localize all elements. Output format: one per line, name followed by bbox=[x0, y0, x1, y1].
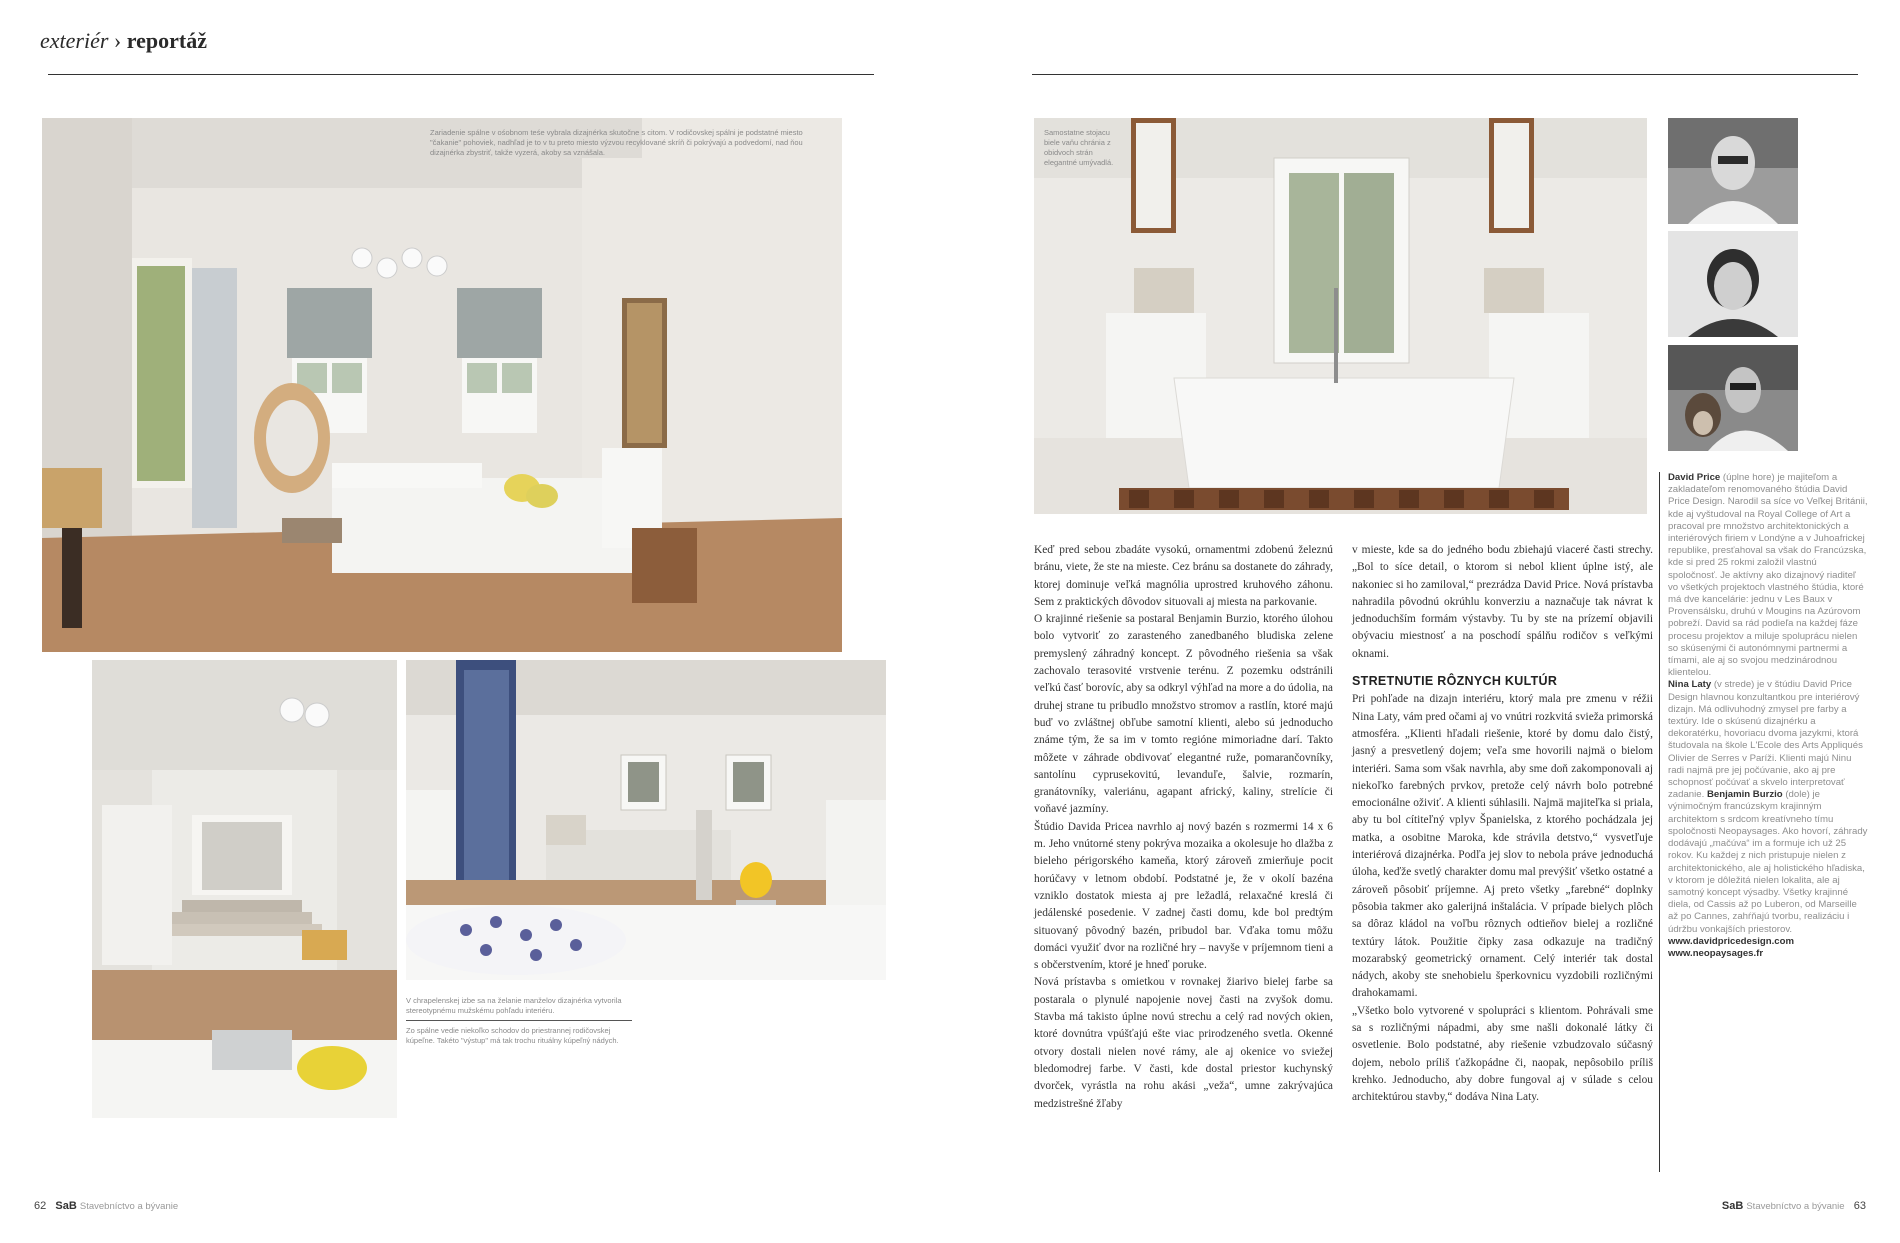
link-davidpricedesign[interactable]: www.davidpricedesign.com bbox=[1668, 935, 1794, 947]
paragraph: v mieste, kde sa do jedného bodu zbiehajú viaceré časti strechy. „Bol to síce detail, o ktorom si nebol klient úplne istý, ale nakoniec si ho zamiloval,“ prezrádza David Price. Nová prístavba nahradila pôvodnú okrúhlu konverziu a naznačuje tak návrat k jednoduchším formám výstavby. Tu by ste na prízemí objavili obývaciu miestnosť a na poschodí spálňu rodičov s veľkými oknami. bbox=[1352, 544, 1653, 660]
footer-left bbox=[34, 1200, 178, 1212]
paragraph: Nová prístavba s omietkou v rovnakej žiarivo bielej farbe sa postarala o plynulé napojenie novej časti na zvyšok domu. Stavba má takisto úplne novú strechu a celý rad nových okien, ktoré dovnútra vpúšťajú ešte viac prirodzeného svetla. Okenné otvory dostali nielen nové rámy, ale aj okenice vo sviežej bledomodrej farbe. V časti, kde dostal priestor kuchynský dvorček, vyrástla na rohu akási „veža“, umne zakrývajúca medzistrešné žľaby bbox=[1034, 976, 1333, 1110]
profile-name-benjamin: Benjamin Burzio bbox=[1706, 789, 1783, 801]
section-separator: › bbox=[113, 28, 122, 53]
footer-publication-left: Stavebníctvo a bývanie bbox=[79, 1201, 179, 1212]
article-subheading: STRETNUTIE RÔZNYCH KULTÚR bbox=[1352, 674, 1558, 689]
caption-divider bbox=[406, 1020, 632, 1021]
footer-brand-left: SaB bbox=[55, 1200, 77, 1212]
profiles-sidebar bbox=[1668, 472, 1868, 960]
paragraph: Štúdio Davida Pricea navrhlo aj nový bazén s rozmermi 14 x 6 m. Jeho vnútorné steny pokrýva mozaika a okolesuje ho dlažba z bieleho périgorského kameňa, ktorý zároveň zmierňuje pocit horúčavy v letnom období. Podstatné je, že v okolí bazéna vzniklo dostatok miesta aj pre ležadlá, relaxačné kreslá či jedálenské posedenie. V zadnej časti domu, kde bol predtým situovaný pôvodný bazén, pribudol bar. Vďaka tomu môžu domáci využiť dvor na rozličné hry – navyše v príjemnom tieni a s občerstvením, ktoré je hneď poruke. bbox=[1034, 820, 1333, 972]
bathroom-photo bbox=[1034, 118, 1647, 514]
profile-name-david: David Price bbox=[1668, 472, 1721, 483]
section-header bbox=[40, 28, 207, 54]
small-photo-caption-2: Zo spálne vedie niekoľko schodov do priestrannej rodičovskej kúpeľne. Takéto "výstup" má tak trochu rituálny kúpeľný nádych. bbox=[406, 1026, 619, 1045]
profile-name-nina: Nina Laty bbox=[1668, 679, 1712, 691]
childrens-room-photo bbox=[406, 660, 886, 980]
small-photo-caption-1: V chrapelenskej izbe sa na želanie manželov dizajnérka vytvorila stereotypnému mužskému pohľadu interiéru. bbox=[406, 996, 622, 1015]
article-column-1 bbox=[1034, 542, 1333, 1113]
subsection-label: reportáž bbox=[126, 28, 207, 53]
link-neopaysages[interactable]: www.neopaysages.fr bbox=[1668, 947, 1764, 959]
page-number-right: 63 bbox=[1853, 1200, 1866, 1212]
bathroom-photo-caption: Samostatne stojacu biele vaňu chránia z obidvoch strán elegantné umývadlá. bbox=[1044, 128, 1114, 167]
page-number-left: 62 bbox=[34, 1200, 47, 1212]
sidebar-rule bbox=[1659, 472, 1660, 1172]
main-photo-caption: Zariadenie spálne v ośobnom teśe vybrala dizajnérka skutočne s citom. V rodičovskej spálni je podstatné miesto "čakanie" pohoviek, nadhľad je to v tu preto miesto výzvou recyklované skríň či pokrývajú a podvedomí, nad ňou dizajnérka zbystriť, takže vyzerá, akoby sa vznášala. bbox=[430, 128, 803, 157]
profile-text-nina: (v strede) je v štúdiu David Price Design hlavnou konzultantkou pre interiérový dizajn. Má odlivuhodný zmysel pre farby a textúry. Ide o skúsenú dizajnérku a dekoratérku, hovoriacu dvoma jazykmi, ktorá študovala na škole L'Ecole des Arts Appliqués Olivier de Serres v Paríži. Klienti majú Ninu radi najmä pre jej počúvanie, ako aj pre schopnosť počúvať a skvelo interpretovať zadanie. bbox=[1668, 679, 1863, 801]
staircase-photo bbox=[92, 660, 397, 1118]
right-top-rule bbox=[1032, 74, 1858, 75]
paragraph: O krajinné riešenie sa postaral Benjamin Burzio, ktorého úlohou bolo vytvoriť zo zarasteného zanedbaného bludiska zelene premyslený záhradný koncept. Z pôvodného riešenia sa však zachovalo terasovité vrstvenie terénu. Z pozemku odstránili veľkú časť borovíc, aby sa odkryl výhľad na more a do údolia, na druhej strane tu pribudlo množstvo stromov a rastlín, ktoré majú buď vo zvláštnej obľube samotní klienti, alebo sú jednoducho známe tým, že sa im v tomto regióne mimoriadne darí. Takto môžete v záhrade obdivovať elegantné ruže, pomarančovníky, santolínu cyprusekovitú, levanduľe, šalvie, rozmarín, granátovníky, valeriánu, agapant africký, kaliny, strelície či voňavé jazmíny. bbox=[1034, 613, 1333, 816]
paragraph: Keď pred sebou zbadáte vysokú, ornamentmi zdobenú železnú bránu, viete, že ste na mieste. Cez bránu sa dostanete do záhrady, ktorej dominuje veľká magnólia uprostred kruhového záhonu. Sem z praktických dôvodov situovali aj miesta na parkovanie. bbox=[1034, 544, 1333, 608]
paragraph: „Všetko bolo vytvorené v spolupráci s klientom. Pohrávali sme sa s rozličnými nápadmi, aby sme našli dokonalé látky či osvetlenie. Bolo podstatné, aby riešenie vzbudzovalo súčasný dojem, nebolo príliš ťažkopádne či, naopak, nepôsobilo príliš krehko. Jednoducho, aby dobre fungoval aj v súlade s celou architektúrou stavby,“ dodáva Nina Laty. bbox=[1352, 1004, 1653, 1104]
footer-brand-right: SaB bbox=[1721, 1200, 1744, 1212]
footer-right bbox=[1722, 1200, 1866, 1212]
paragraph: Pri pohľade na dizajn interiéru, ktorý mala pre zmenu v réžii Nina Laty, vám pred očami aj vo vnútri rozkvitá svieža primorská atmosféra. „Klienti hľadali riešenie, ktoré by domu dalo čistý, jasný a presvetlený dojem; veľa sme hovorili najmä o bielom interiéri. Sama som však navrhla, aby sme doň zakomponovali aj niekoľko farebných prvkov, pretože celý návrh bolo potrebné emocionálne oživiť. A klienti súhlasili. Najmä majiteľka si priala, aby tu bol cítiteľný vplyv Španielska, z ktorého pochádzala jej matka, a osobitne Maroka, kde strávila detstvo,“ vysvetľuje interiérová dizajnérka. Podľa jej slov to nebola práve jednoduchá úloha, keďže svetlý charakter domu mal prevýšiť všetko ostatné a zároveň pôsobiť príjemne. Aj preto všetky „farebné“ doplnky pôsobia takmer ako galerijná inštalácia. V prípade bielych plôch sa dôraz kládol na voľbu rôznych odtieňov bielej a rozličné textúry látok. Použitie čipky zasa odkazuje na tradičný mozarabský geometrický ornament. Celý interiér tak dostal nádych, akoby ste snehobielu šperkovnicu vyzdobili rozličnými drahokamami. bbox=[1352, 693, 1653, 1000]
article-column-2 bbox=[1352, 542, 1653, 1107]
portrait-benjamin-burzio bbox=[1668, 345, 1798, 451]
portrait-david-price bbox=[1668, 118, 1798, 224]
portrait-nina-laty bbox=[1668, 231, 1798, 337]
section-label: exteriér bbox=[40, 28, 109, 53]
left-top-rule bbox=[48, 74, 874, 75]
profile-text-david: (úplne hore) je majiteľom a zakladateľom renomovaného štúdia David Price Design. Narodil sa síce vo Veľkej Británii, kde aj vyštudoval na Royal College of Art a pracoval pre množstvo architektonických a interiérových firiem v Londýne a v Juhoafrickej republike, presťahoval sa však do Francúzska, kde si pred 25 rokmi založil vlastnú spoločnosť. Je aktívny ako dizajnový riaditeľ vo všetkých projektoch vlastného štúdia, ktoré má dve kancelárie: jednu v Les Baux v Provensálsku, druhú v Mougins na Azúrovom pobreží. David sa rád podieľa na každej fáze procesu projektov a miluje spoluprácu nielen so skúsenými či autonómnymi partnermi a tímami, ale aj so svojou medzinárodnou klientelou. bbox=[1668, 472, 1868, 679]
bedroom-photo bbox=[42, 118, 842, 652]
footer-publication-right: Stavebníctvo a bývanie bbox=[1746, 1201, 1845, 1212]
profile-text-benjamin: (dole) je výnimočným francúzskym krajinným architektom s srdcom kreatívneho tímu spoločnosti Neopaysages. Ako hovorí, záhrady dodávajú „mačúva“ im a formuje ich už 25 rokov. Ku každej z nich pristupuje nielen z architektonického, ale aj holistického hľadiska, v ktorom je dôležitá nielen lokalita, ale aj samotný koncept výsadby. Všetky krajinné diela, od Cassis až po Luberon, od Marseille až po Cannes, zahŕňajú tvorbu, realizáciu i údržbu vonkajších priestorov. bbox=[1668, 789, 1868, 935]
